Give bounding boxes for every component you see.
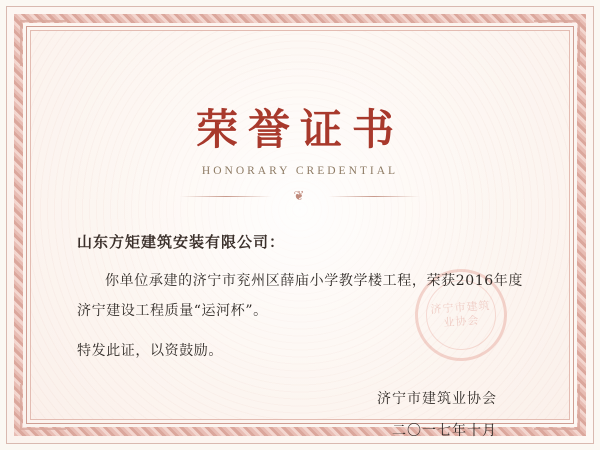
certificate-title-chinese: 荣誉证书 [195,105,404,154]
certificate-content [77,71,523,439]
certificate-title-english: HONORARY CREDENTIAL [201,165,399,177]
title-divider [180,187,420,205]
official-seal-text: 济宁市建筑业协会 [424,278,499,353]
certificate-closing-text: 特发此证，以资鼓励。 [77,343,223,359]
issue-date: 二〇一七年十月 [392,423,497,439]
certificate-paper [31,31,569,439]
certificate-closing-paragraph [77,336,523,366]
certificate-body-text: 你单位承建的济宁市兖州区薛庙小学教学楼工程，荣获2016年度济宁建设工程质量“运河杯”。 [77,273,523,319]
divider-line-right [328,196,420,197]
recipient-name: 山东方矩建筑安装有限公司： [77,233,286,251]
certificate-signature-block [77,388,523,440]
certificate-body-paragraph [77,266,523,326]
divider-line-left [180,196,272,197]
divider-ornament-icon: ❦ [293,188,307,203]
issuing-organization: 济宁市建筑业协会 [377,391,497,407]
